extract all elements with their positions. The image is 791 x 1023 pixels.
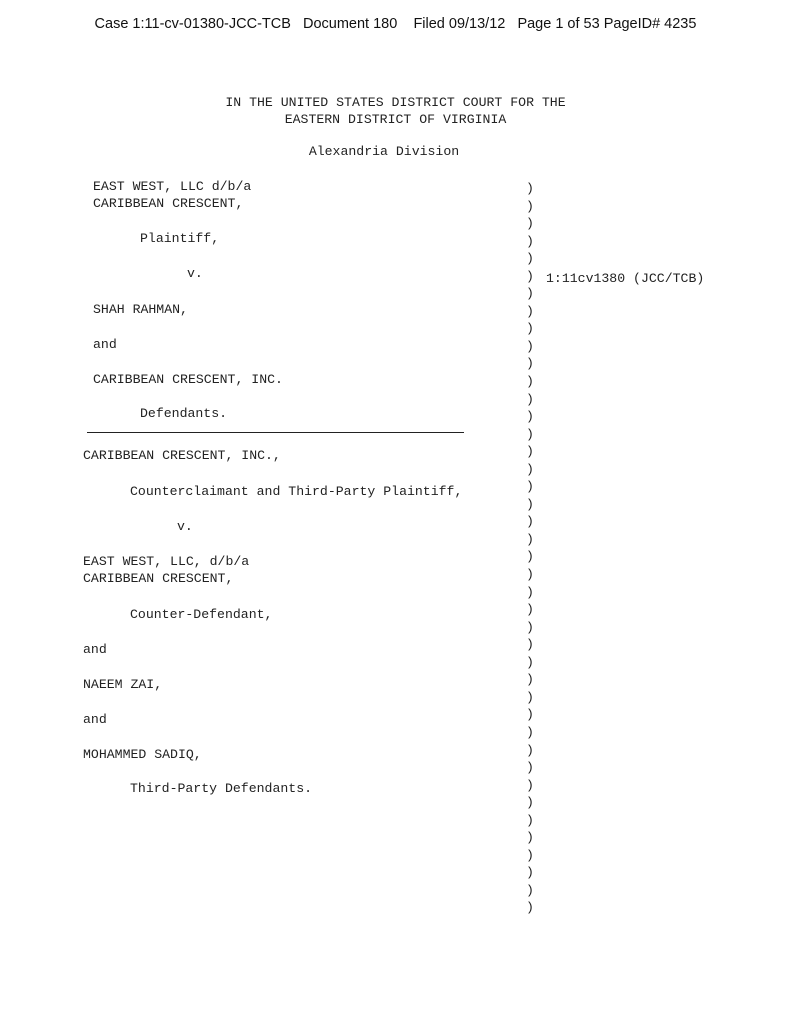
counterclaimant-role: Counterclaimant and Third-Party Plaintiff, — [130, 484, 463, 499]
caption-parenthesis: ) — [526, 233, 534, 249]
court-title-line-1: IN THE UNITED STATES DISTRICT COURT FOR THE — [225, 95, 566, 110]
defendant-2: CARIBBEAN CRESCENT, INC. — [93, 372, 283, 387]
plaintiff-name-line-1: EAST WEST, LLC d/b/a — [93, 179, 252, 194]
caption-parenthesis: ) — [526, 795, 534, 811]
caption-parenthesis: ) — [526, 619, 534, 635]
plaintiff-role: Plaintiff, — [140, 231, 220, 246]
caption-parenthesis: ) — [526, 198, 534, 214]
caption-parenthesis: ) — [526, 654, 534, 670]
third-party-defendant-2: MOHAMMED SADIQ, — [83, 747, 202, 762]
caption-parenthesis: ) — [526, 689, 534, 705]
caption-parenthesis: ) — [526, 830, 534, 846]
caption-parenthesis: ) — [526, 777, 534, 793]
caption-parenthesis-column — [526, 180, 534, 917]
third-party-defendants-role: Third-Party Defendants. — [130, 781, 313, 796]
caption-parenthesis: ) — [526, 216, 534, 232]
caption-parenthesis: ) — [526, 865, 534, 881]
header-document: Document 180 — [303, 16, 398, 32]
caption-parenthesis: ) — [526, 567, 534, 583]
and-1: and — [93, 337, 117, 352]
caption-parenthesis: ) — [526, 426, 534, 442]
caption-parenthesis: ) — [526, 479, 534, 495]
caption-parenthesis: ) — [526, 760, 534, 776]
caption-parenthesis: ) — [526, 338, 534, 354]
defendant-1: SHAH RAHMAN, — [93, 302, 188, 317]
caption-parenthesis: ) — [526, 391, 534, 407]
caption-parenthesis: ) — [526, 531, 534, 547]
caption-parenthesis: ) — [526, 374, 534, 390]
caption-parenthesis: ) — [526, 882, 534, 898]
and-3: and — [83, 712, 107, 727]
caption-parenthesis: ) — [526, 637, 534, 653]
header-page-id: PageID# 4235 — [603, 16, 697, 32]
counter-defendant-role: Counter-Defendant, — [130, 607, 273, 622]
page-header — [0, 16, 791, 32]
caption-parenthesis: ) — [526, 602, 534, 618]
caption-parenthesis: ) — [526, 847, 534, 863]
caption-parenthesis: ) — [526, 268, 534, 284]
header-filed: Filed 09/13/12 — [413, 16, 506, 32]
caption-parenthesis: ) — [526, 181, 534, 196]
caption-parenthesis: ) — [526, 444, 534, 460]
caption-parenthesis: ) — [526, 742, 534, 758]
caption-parenthesis: ) — [526, 409, 534, 425]
caption-parenthesis: ) — [526, 496, 534, 512]
caption-parenthesis: ) — [526, 724, 534, 740]
third-party-defendant-1: NAEEM ZAI, — [83, 677, 163, 692]
caption-parenthesis: ) — [526, 900, 534, 916]
caption-parenthesis: ) — [526, 321, 534, 337]
caption-parenthesis: ) — [526, 461, 534, 477]
caption-parenthesis: ) — [526, 286, 534, 302]
caption-parenthesis: ) — [526, 549, 534, 565]
caption-parenthesis: ) — [526, 584, 534, 600]
caption-parenthesis: ) — [526, 251, 534, 267]
versus-1: v. — [187, 266, 203, 281]
caption-parenthesis: ) — [526, 303, 534, 319]
and-2: and — [83, 642, 107, 657]
caption-parenthesis: ) — [526, 707, 534, 723]
counter-defendant-line-2: CARIBBEAN CRESCENT, — [83, 571, 234, 586]
defendants-role: Defendants. — [140, 406, 228, 421]
counterclaimant-name: CARIBBEAN CRESCENT, INC., — [83, 448, 281, 463]
division-title: Alexandria Division — [308, 144, 460, 159]
case-number: 1:11cv1380 (JCC/TCB) — [546, 271, 705, 286]
court-title — [0, 94, 791, 128]
caption-parenthesis: ) — [526, 514, 534, 530]
header-page: Page 1 of 53 — [517, 16, 600, 32]
caption-parenthesis: ) — [526, 356, 534, 372]
versus-2: v. — [177, 519, 193, 534]
counter-defendant-line-1: EAST WEST, LLC, d/b/a — [83, 554, 250, 569]
header-case-number: Case 1:11-cv-01380-JCC-TCB — [94, 16, 291, 32]
caption-parenthesis: ) — [526, 812, 534, 828]
caption-divider — [87, 432, 464, 433]
caption-parenthesis: ) — [526, 672, 534, 688]
plaintiff-name-line-2: CARIBBEAN CRESCENT, — [93, 196, 244, 211]
court-title-line-2: EASTERN DISTRICT OF VIRGINIA — [284, 112, 507, 127]
